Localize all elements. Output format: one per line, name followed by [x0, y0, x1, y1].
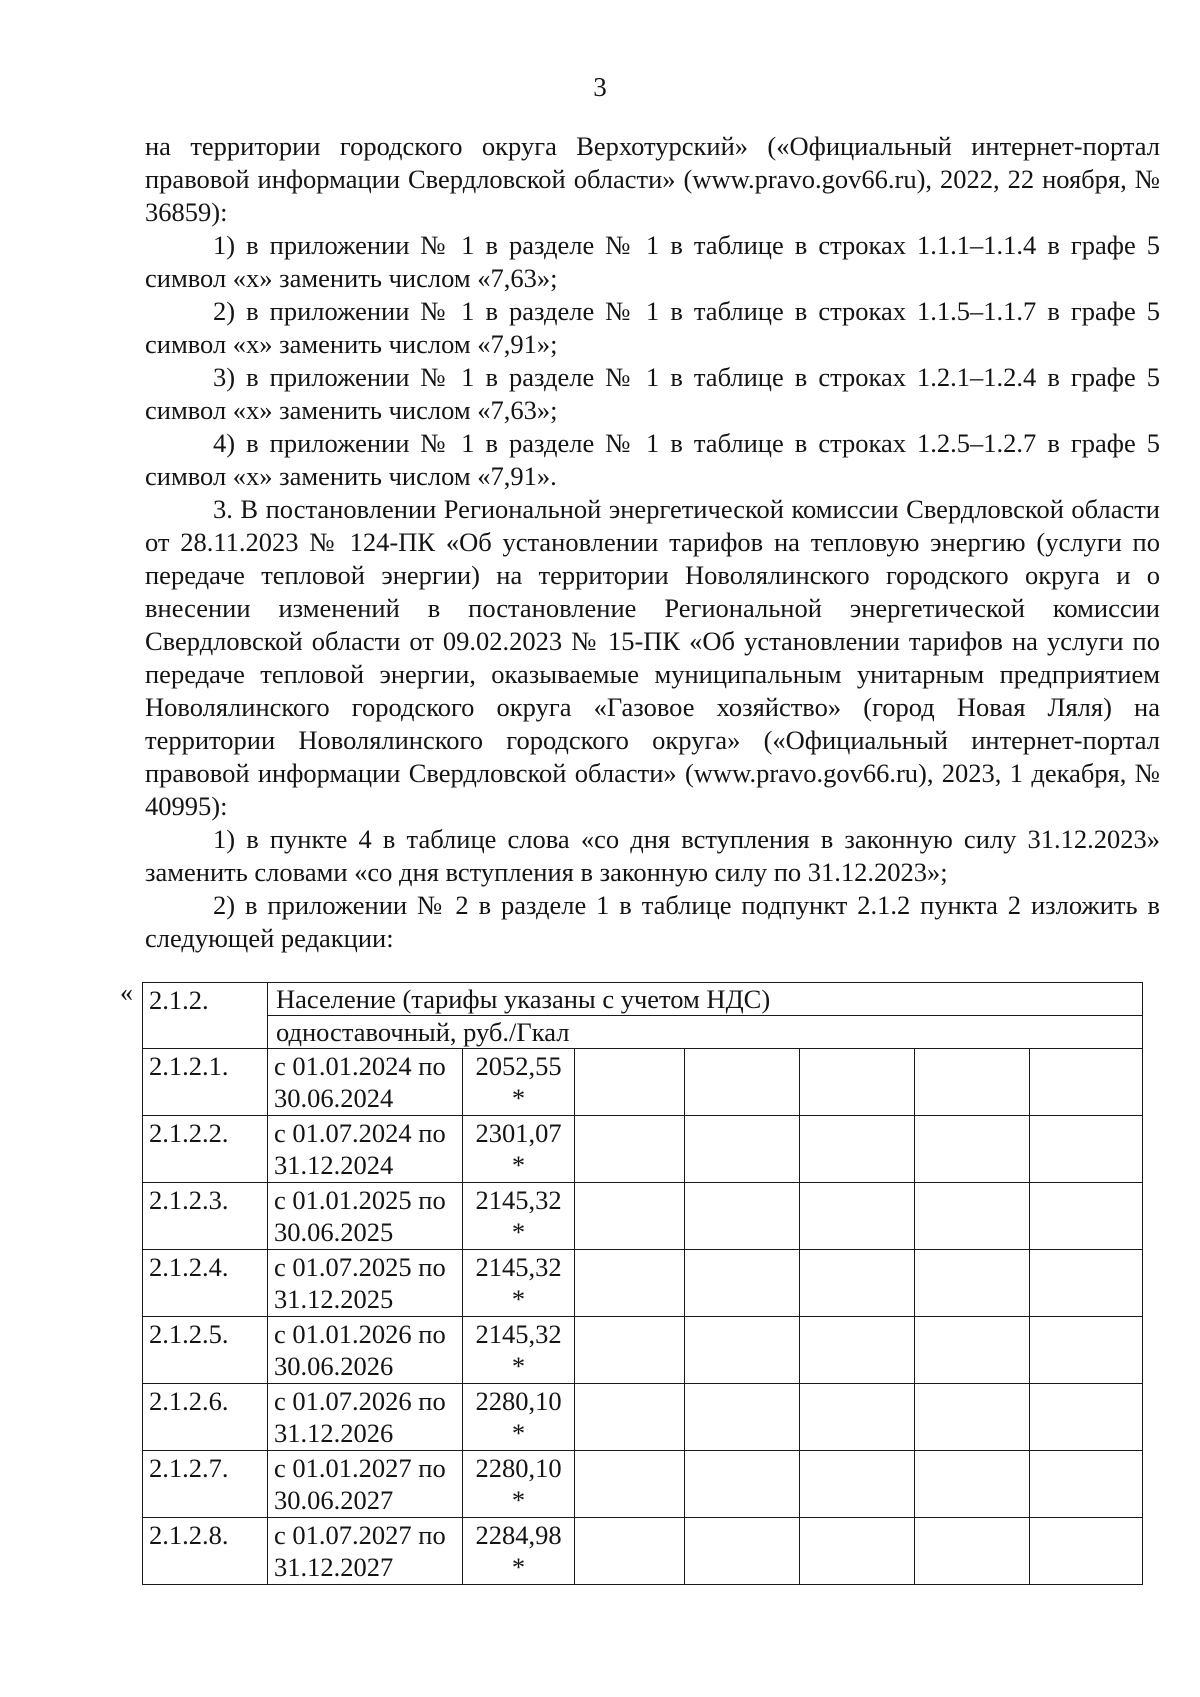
tariff-value: 2301,07 — [475, 1118, 562, 1148]
period-end: 31.12.2027 — [274, 1552, 394, 1582]
row-period-cell — [268, 1183, 463, 1250]
empty-cell — [1030, 1116, 1143, 1183]
table-header-row — [143, 983, 1143, 1049]
paragraph-subitem-2: 2) в приложении № 2 в разделе 1 в таблице подпункт 2.1.2 пункта 2 изложить в следующей редакции: — [145, 890, 1160, 953]
tariff-value: 2284,98 — [475, 1520, 562, 1550]
row-value-cell — [463, 1183, 575, 1250]
paragraph-item-3: 3) в приложении № 1 в разделе № 1 в таблице в строках 1.2.1–1.2.4 в графе 5 символ «х» заменить числом «7,63»; — [145, 362, 1160, 425]
row-code-cell: 2.1.2.8. — [143, 1518, 268, 1585]
empty-cell — [800, 1518, 915, 1585]
empty-cell — [685, 1183, 800, 1250]
row-period-cell — [268, 1116, 463, 1183]
period-start: с 01.07.2027 по — [274, 1520, 446, 1550]
empty-cell — [575, 1250, 685, 1317]
row-code-cell: 2.1.2.1. — [143, 1049, 268, 1116]
period-end: 31.12.2025 — [274, 1284, 394, 1314]
empty-cell — [685, 1451, 800, 1518]
empty-cell — [685, 1317, 800, 1384]
empty-cell — [1030, 1250, 1143, 1317]
row-code-cell: 2.1.2.3. — [143, 1183, 268, 1250]
period-end: 30.06.2026 — [274, 1351, 394, 1381]
paragraph-section-3: 3. В постановлении Региональной энергетической комиссии Свердловской области от 28.11.2023 № 124-ПК «Об установлении тарифов на тепловую энергию (услуги по передаче тепловой энергии) на территории Новолялинского городского округа и о внесении изменений в постановление Региональной энергетической комиссии Свердловской области от 09.02.2023 № 15-ПК «Об установлении тарифов на услуги по передаче тепловой энергии, оказываемые муниципальным унитарным предприятием Новолялинского городского округа «Газовое хозяйство» (город Новая Ляля) на территории Новолялинского городского округа» («Официальный интернет-портал правовой информации Свердловской области» (www.pravo.gov66.ru), 2023, 1 декабря, № 40995): — [145, 494, 1160, 821]
empty-cell — [1030, 1049, 1143, 1116]
empty-cell — [575, 1183, 685, 1250]
empty-cell — [575, 1384, 685, 1451]
tariff-value: 2145,32 — [475, 1252, 562, 1282]
empty-cell — [800, 1250, 915, 1317]
footnote-mark: * — [511, 1217, 526, 1247]
header-subtitle: одноставочный, руб./Гкал — [276, 1017, 570, 1047]
period-end: 30.06.2025 — [274, 1217, 394, 1247]
row-period-cell — [268, 1384, 463, 1451]
empty-cell — [800, 1183, 915, 1250]
row-code-cell: 2.1.2.4. — [143, 1250, 268, 1317]
row-period-cell — [268, 1317, 463, 1384]
footnote-mark: * — [511, 1418, 526, 1448]
empty-cell — [1030, 1518, 1143, 1585]
empty-cell — [685, 1250, 800, 1317]
paragraph-item-2: 2) в приложении № 1 в разделе № 1 в таблице в строках 1.1.5–1.1.7 в графе 5 символ «х» заменить числом «7,91»; — [145, 296, 1160, 359]
empty-cell — [685, 1518, 800, 1585]
table-row — [143, 1250, 1143, 1317]
footnote-mark: * — [511, 1351, 526, 1381]
period-start: с 01.07.2024 по — [274, 1118, 446, 1148]
period-start: с 01.01.2026 по — [274, 1319, 446, 1349]
row-value-cell — [463, 1451, 575, 1518]
paragraph-item-4: 4) в приложении № 1 в разделе № 1 в таблице в строках 1.2.5–1.2.7 в графе 5 символ «х» заменить числом «7,91». — [145, 428, 1160, 491]
table-row — [143, 1317, 1143, 1384]
footnote-mark: * — [511, 1552, 526, 1582]
row-code-cell: 2.1.2.6. — [143, 1384, 268, 1451]
empty-cell — [575, 1518, 685, 1585]
empty-cell — [915, 1250, 1030, 1317]
row-code-cell: 2.1.2.5. — [143, 1317, 268, 1384]
empty-cell — [800, 1116, 915, 1183]
row-value-cell — [463, 1116, 575, 1183]
row-code-cell: 2.1.2.7. — [143, 1451, 268, 1518]
period-start: с 01.01.2025 по — [274, 1185, 446, 1215]
table-row — [143, 1451, 1143, 1518]
empty-cell — [575, 1317, 685, 1384]
empty-cell — [1030, 1451, 1143, 1518]
table-row — [143, 1384, 1143, 1451]
table-row — [143, 1116, 1143, 1183]
empty-cell — [915, 1183, 1030, 1250]
footnote-mark: * — [511, 1150, 526, 1180]
tariff-value: 2052,55 — [475, 1051, 562, 1081]
empty-cell — [915, 1116, 1030, 1183]
row-value-cell — [463, 1518, 575, 1585]
header-code-cell: 2.1.2. — [143, 983, 268, 1049]
period-end: 30.06.2024 — [274, 1083, 394, 1113]
row-value-cell — [463, 1317, 575, 1384]
empty-cell — [575, 1451, 685, 1518]
empty-cell — [685, 1049, 800, 1116]
period-start: с 01.01.2024 по — [274, 1051, 446, 1081]
tariff-table — [142, 982, 1143, 1585]
table-open-quote: « — [120, 978, 133, 1007]
row-code-cell: 2.1.2.2. — [143, 1116, 268, 1183]
empty-cell — [915, 1384, 1030, 1451]
row-value-cell — [463, 1250, 575, 1317]
row-period-cell — [268, 1049, 463, 1116]
tariff-value: 2145,32 — [475, 1185, 562, 1215]
footnote-mark: * — [511, 1083, 526, 1113]
row-value-cell — [463, 1384, 575, 1451]
period-end: 31.12.2026 — [274, 1418, 394, 1448]
row-value-cell — [463, 1049, 575, 1116]
page-number: 3 — [593, 72, 607, 102]
header-title: Население (тарифы указаны с учетом НДС) — [268, 983, 1142, 1016]
period-end: 30.06.2027 — [274, 1485, 394, 1515]
period-start: с 01.07.2025 по — [274, 1252, 446, 1282]
row-period-cell — [268, 1518, 463, 1585]
header-title-cell — [268, 983, 1143, 1049]
table-row — [143, 1049, 1143, 1116]
table-row — [143, 1518, 1143, 1585]
tariff-value: 2280,10 — [475, 1453, 562, 1483]
paragraph-subitem-1: 1) в пункте 4 в таблице слова «со дня вступления в законную силу 31.12.2023» заменить словами «со дня вступления в законную силу по 31.12.2023»; — [145, 824, 1160, 887]
empty-cell — [800, 1049, 915, 1116]
empty-cell — [915, 1317, 1030, 1384]
empty-cell — [915, 1518, 1030, 1585]
paragraph-continuation: на территории городского округа Верхотурский» («Официальный интернет-портал правовой информации Свердловской области» (www.pravo.gov66.ru), 2022, 22 ноября, № 36859): — [145, 131, 1160, 227]
row-period-cell — [268, 1250, 463, 1317]
empty-cell — [800, 1317, 915, 1384]
row-period-cell — [268, 1451, 463, 1518]
tariff-value: 2145,32 — [475, 1319, 562, 1349]
period-start: с 01.01.2027 по — [274, 1453, 446, 1483]
empty-cell — [800, 1384, 915, 1451]
footnote-mark: * — [511, 1485, 526, 1515]
empty-cell — [1030, 1384, 1143, 1451]
empty-cell — [575, 1116, 685, 1183]
tariff-value: 2280,10 — [475, 1386, 562, 1416]
empty-cell — [685, 1384, 800, 1451]
empty-cell — [685, 1116, 800, 1183]
document-body — [145, 130, 1160, 955]
empty-cell — [575, 1049, 685, 1116]
empty-cell — [800, 1451, 915, 1518]
empty-cell — [1030, 1317, 1143, 1384]
empty-cell — [915, 1049, 1030, 1116]
footnote-mark: * — [511, 1284, 526, 1314]
table-row — [143, 1183, 1143, 1250]
paragraph-item-1: 1) в приложении № 1 в разделе № 1 в таблице в строках 1.1.1–1.1.4 в графе 5 символ «х» заменить числом «7,63»; — [145, 230, 1160, 293]
empty-cell — [1030, 1183, 1143, 1250]
period-end: 31.12.2024 — [274, 1150, 394, 1180]
empty-cell — [915, 1451, 1030, 1518]
period-start: с 01.07.2026 по — [274, 1386, 446, 1416]
